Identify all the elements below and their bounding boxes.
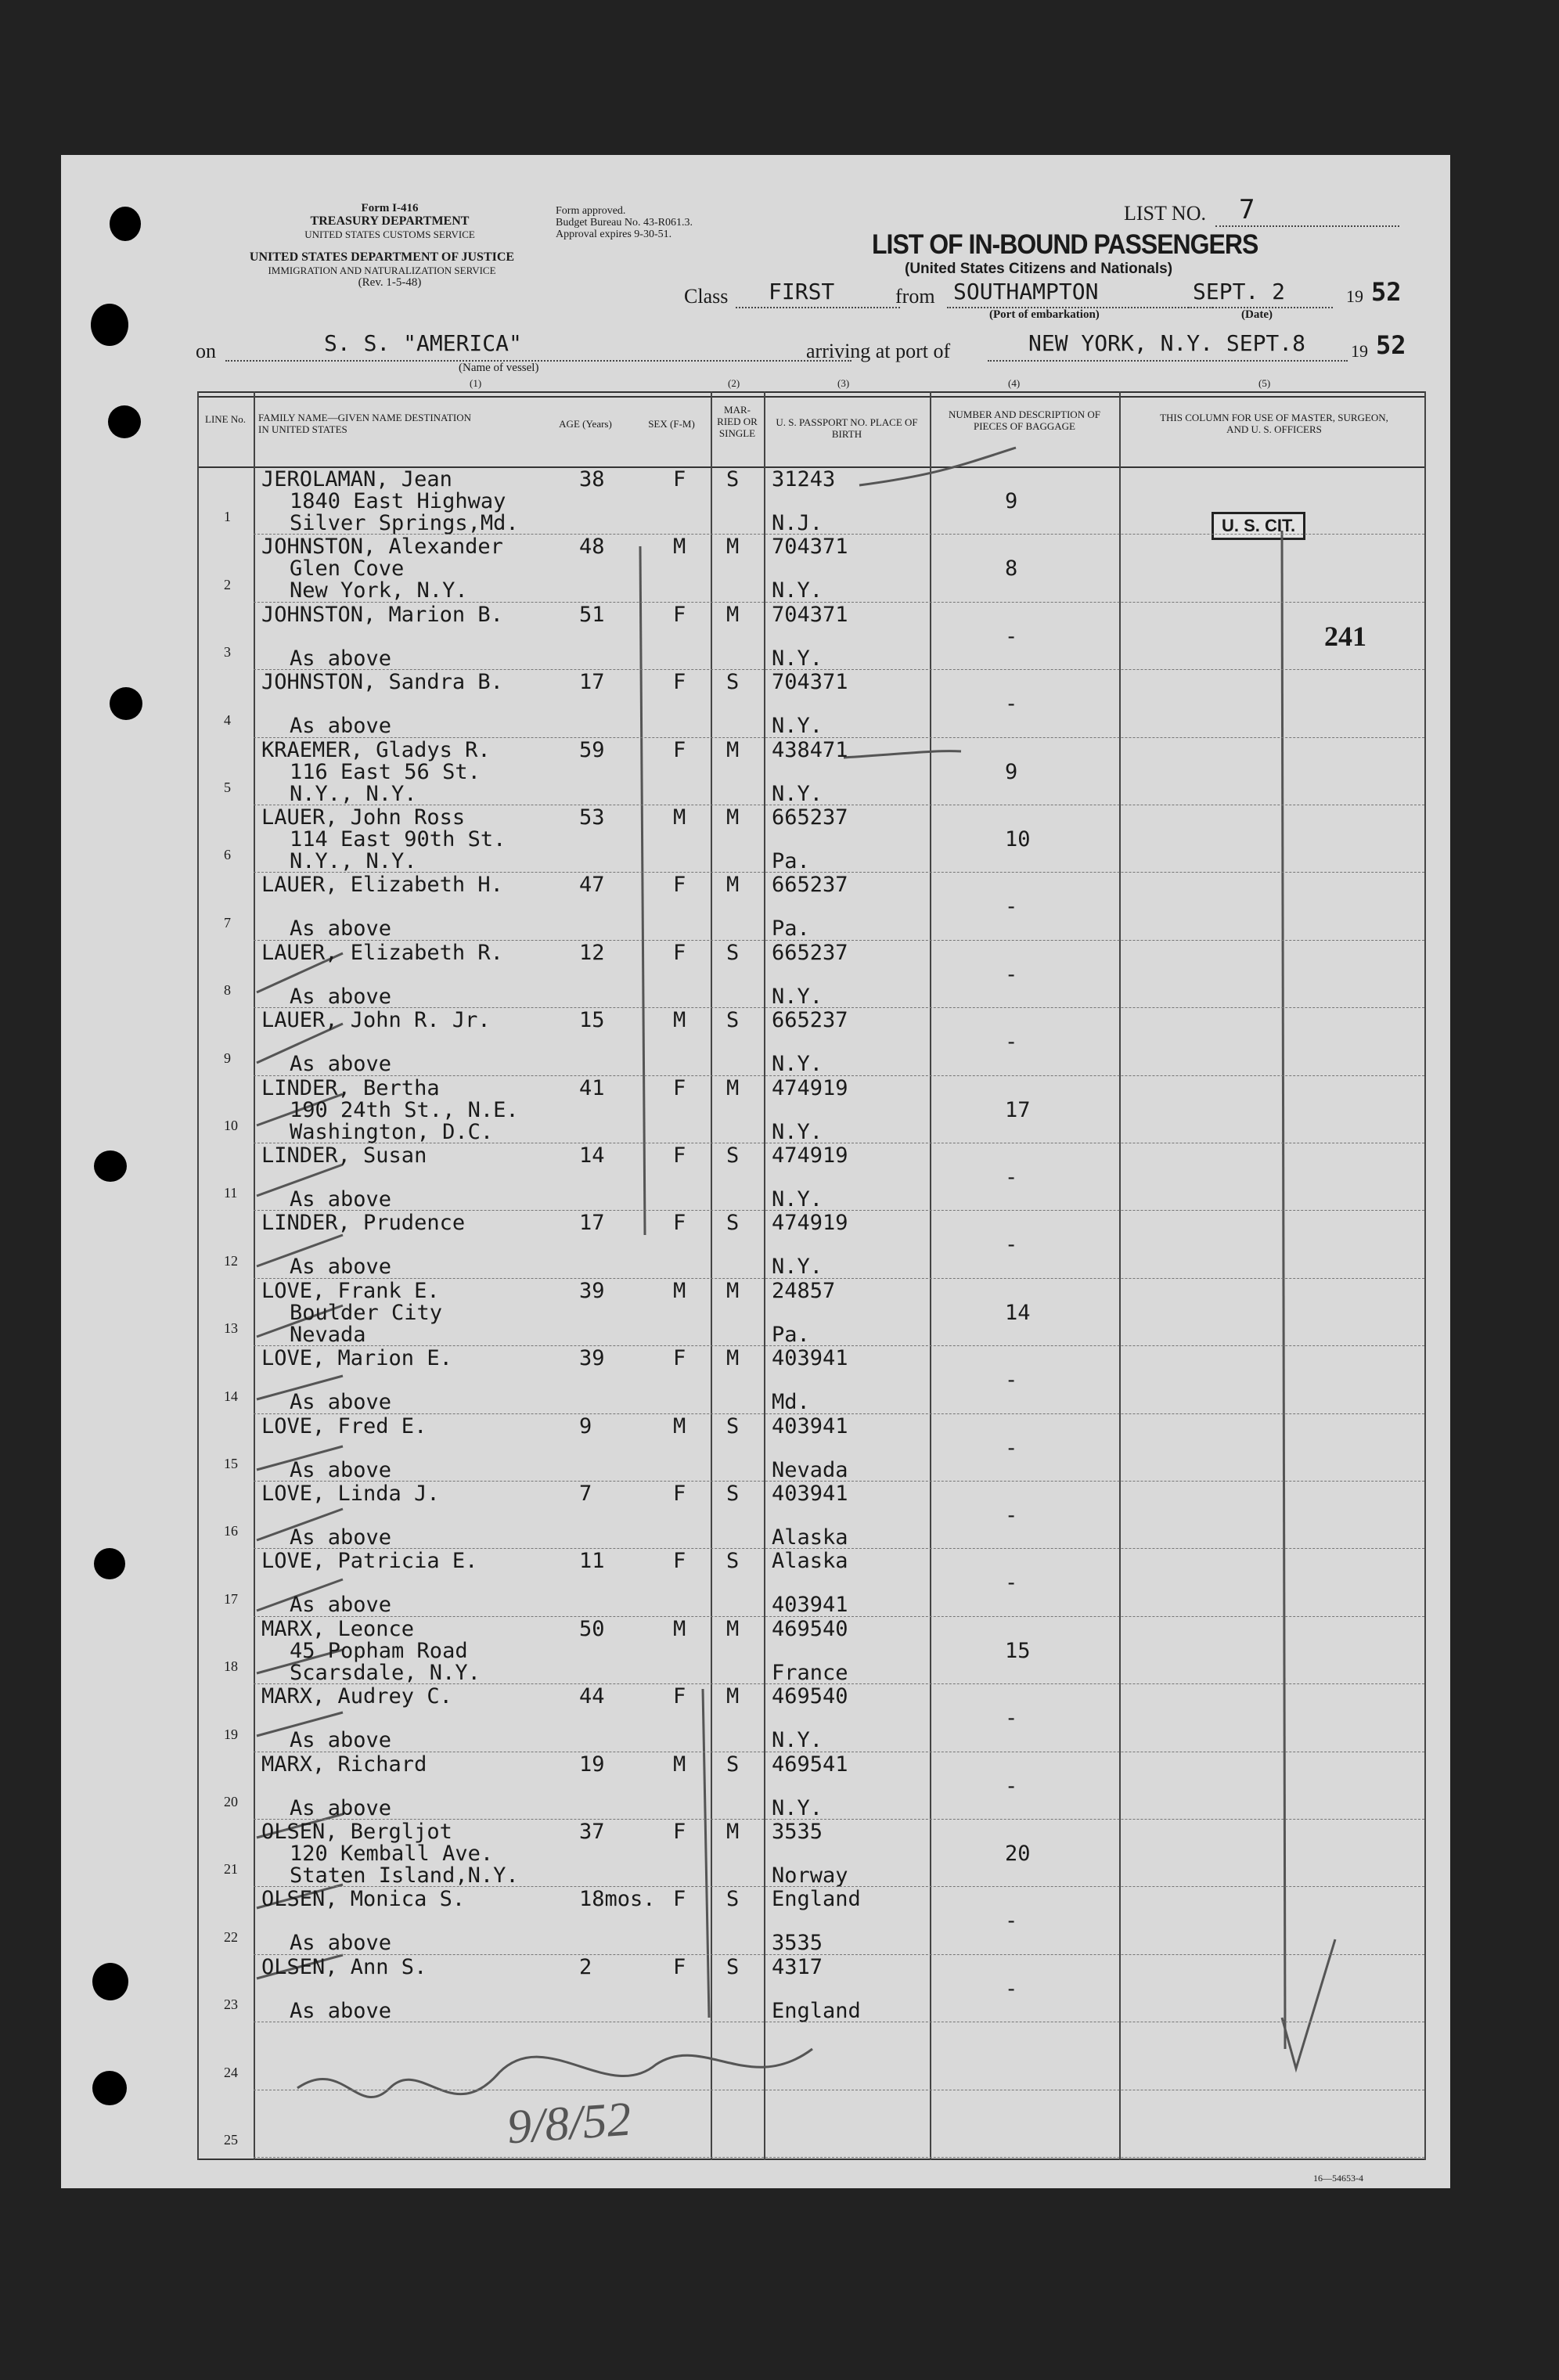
place-of-birth: N.Y.	[772, 646, 823, 671]
line-number: 15	[224, 1456, 238, 1471]
arrival-underline	[988, 360, 1348, 362]
marital-status: S	[726, 940, 740, 965]
passenger-name: LINDER, Susan	[261, 1143, 427, 1168]
sex: F	[673, 1482, 686, 1506]
age: 9	[579, 1413, 592, 1438]
place-of-birth: 403941	[772, 1593, 848, 1618]
destination-line1: 120 Kemball Ave.	[290, 1842, 494, 1866]
destination-line2: N.Y., N.Y.	[290, 849, 417, 873]
line-number: 14	[224, 1388, 238, 1404]
passport-number: 438471	[772, 737, 848, 762]
sex: F	[673, 940, 686, 965]
header-baggage: NUMBER AND DESCRIPTION OF PIECES OF BAGGAGE	[949, 409, 1100, 432]
form-number: Form I-416	[361, 202, 419, 214]
passport-number: 474919	[772, 1075, 848, 1100]
passport-number: 704371	[772, 670, 848, 695]
sex: M	[673, 1616, 686, 1641]
destination-line1: Glen Cove	[290, 556, 405, 581]
baggage-count: -	[1005, 895, 1018, 920]
destination-line1: 114 East 90th St.	[290, 827, 506, 852]
line-number: 6	[224, 847, 231, 863]
passport-number: 4317	[772, 1954, 823, 1979]
marital-status: M	[726, 1820, 740, 1844]
from-value: SOUTHAMPTON	[953, 279, 1099, 304]
row-divider	[254, 2090, 1424, 2091]
sex: F	[673, 737, 686, 762]
line-number: 23	[224, 1997, 238, 2013]
on-label: on	[196, 340, 216, 362]
vessel-caption: (Name of vessel)	[459, 362, 539, 374]
marital-status: S	[726, 1887, 740, 1912]
list-subtitle: (United States Citizens and Nationals)	[905, 261, 1173, 277]
ins-service: IMMIGRATION AND NATURALIZATION SERVICE	[268, 265, 496, 276]
marital-status: S	[726, 670, 740, 695]
baggage-count: -	[1005, 692, 1018, 717]
from-label: from	[895, 285, 935, 308]
passenger-name: LOVE, Frank E.	[261, 1278, 440, 1303]
col-divider	[764, 391, 765, 2160]
baggage-count: -	[1005, 1976, 1018, 2001]
passport-number: 3535	[772, 1820, 823, 1844]
header-passport: U. S. PASSPORT NO. PLACE OF BIRTH	[776, 416, 918, 440]
col-divider	[930, 391, 931, 2160]
baggage-count: -	[1005, 1435, 1018, 1460]
marital-status: M	[726, 1278, 740, 1303]
punch-hole	[92, 1963, 128, 2000]
year-prefix: 19	[1346, 286, 1363, 306]
destination-line2: As above	[290, 1390, 392, 1415]
arriving-label: arriving at port of	[806, 340, 951, 362]
sex: F	[673, 1075, 686, 1100]
passenger-name: LINDER, Bertha	[261, 1075, 440, 1100]
baggage-count: 20	[1005, 1842, 1031, 1866]
age: 19	[579, 1752, 605, 1777]
line-number: 19	[224, 1726, 238, 1742]
passenger-name: LAUER, John R. Jr.	[261, 1008, 491, 1033]
marital-status: M	[726, 535, 740, 560]
line-number: 9	[224, 1050, 231, 1066]
col-divider	[764, 391, 765, 466]
place-of-birth: France	[772, 1660, 848, 1685]
line-number: 5	[224, 780, 231, 795]
place-of-birth: N.Y.	[772, 1119, 823, 1144]
passenger-name: JOHNSTON, Marion B.	[261, 602, 503, 627]
place-of-birth: N.Y.	[772, 578, 823, 603]
age: 51	[579, 602, 605, 627]
footer-code: 16—54653-4	[1313, 2173, 1363, 2184]
approval-line2: Budget Bureau No. 43-R061.3.	[556, 217, 693, 229]
passenger-name: JOHNSTON, Alexander	[261, 535, 503, 560]
officer-number: 241	[1324, 621, 1366, 652]
header-age: AGE (Years)	[559, 418, 612, 430]
line-number: 7	[224, 914, 231, 931]
arrival-year: 52	[1376, 330, 1406, 360]
sex: F	[673, 1954, 686, 1979]
line-number: 11	[224, 1185, 238, 1201]
passenger-name: LINDER, Prudence	[261, 1211, 466, 1236]
customs-service: UNITED STATES CUSTOMS SERVICE	[304, 229, 475, 240]
sex: M	[673, 1278, 686, 1303]
place-of-birth: Pa.	[772, 849, 810, 873]
passenger-name: LAUER, Elizabeth H.	[261, 873, 503, 898]
header-officers: THIS COLUMN FOR USE OF MASTER, SURGEON, AND U. S. OFFICERS	[1160, 412, 1388, 435]
age: 47	[579, 873, 605, 898]
destination-line1: 1840 East Highway	[290, 489, 506, 513]
baggage-count: -	[1005, 1165, 1018, 1190]
punch-hole	[108, 405, 141, 438]
col-divider	[1119, 391, 1121, 2160]
place-of-birth: N.Y.	[772, 1187, 823, 1212]
marital-status: S	[726, 467, 740, 491]
place-of-birth: Md.	[772, 1390, 810, 1415]
marital-status: S	[726, 1008, 740, 1033]
age: 53	[579, 805, 605, 830]
line-number: 4	[224, 711, 231, 728]
passport-number: 469541	[772, 1752, 848, 1777]
destination-line2: As above	[290, 1187, 392, 1212]
baggage-count: -	[1005, 1368, 1018, 1393]
destination-line2: Washington, D.C.	[290, 1119, 494, 1144]
destination-line2: Silver Springs,Md.	[290, 511, 519, 535]
passport-number: 665237	[772, 805, 848, 830]
passport-number: 24857	[772, 1278, 836, 1303]
baggage-count: 15	[1005, 1638, 1031, 1663]
officer-vertical-line	[1282, 531, 1285, 2049]
passport-number: 469540	[772, 1616, 848, 1641]
destination-line2: As above	[290, 1255, 392, 1280]
place-of-birth: Nevada	[772, 1457, 848, 1482]
age: 59	[579, 737, 605, 762]
passport-number: 665237	[772, 873, 848, 898]
line-number: 20	[224, 1794, 238, 1809]
age: 17	[579, 1211, 605, 1236]
handwritten-date: 9/8/52	[505, 2092, 633, 2155]
marital-status: S	[726, 1482, 740, 1506]
age-vertical-stroke	[703, 1689, 709, 2018]
baggage-count: 8	[1005, 556, 1018, 581]
table-bottom-border	[197, 2159, 1426, 2160]
baggage-count: -	[1005, 1233, 1018, 1258]
place-of-birth: N.J.	[772, 511, 823, 535]
row-divider	[254, 1954, 1424, 1956]
us-citizen-stamp: U. S. CIT.	[1212, 512, 1305, 540]
destination-line1: 45 Popham Road	[290, 1638, 468, 1663]
age: 48	[579, 535, 605, 560]
age: 38	[579, 467, 605, 491]
marital-status: M	[726, 1346, 740, 1371]
destination-line2: Nevada	[290, 1322, 366, 1347]
place-of-birth: Pa.	[772, 916, 810, 942]
marital-status: M	[726, 873, 740, 898]
list-no-underline	[1215, 225, 1399, 227]
marital-status: S	[726, 1143, 740, 1168]
passport-number: 474919	[772, 1143, 848, 1168]
passport-stroke	[844, 751, 961, 758]
sex: M	[673, 1008, 686, 1033]
col-divider	[254, 391, 255, 2160]
destination-line2: As above	[290, 646, 392, 671]
destination-line2: As above	[290, 1728, 392, 1753]
sex: F	[673, 1684, 686, 1709]
passport-number: 665237	[772, 940, 848, 965]
destination-line1: Boulder City	[290, 1300, 443, 1325]
table-top-border	[197, 391, 1426, 393]
sex: F	[673, 1143, 686, 1168]
age: 50	[579, 1616, 605, 1641]
col-num-4: (4)	[1008, 377, 1021, 389]
place-of-birth: 3535	[772, 1931, 823, 1956]
list-no-value: 7	[1239, 194, 1255, 225]
destination-line2: As above	[290, 1593, 392, 1618]
passport-number: 31243	[772, 467, 836, 491]
passenger-name: OLSEN, Ann S.	[261, 1954, 427, 1979]
line-number: 16	[224, 1523, 238, 1539]
justice-dept: UNITED STATES DEPARTMENT OF JUSTICE	[249, 250, 515, 264]
class-label: Class	[684, 285, 729, 308]
col-num-2: (2)	[728, 377, 740, 389]
sex: F	[673, 670, 686, 695]
officer-check-mark	[1282, 1939, 1335, 2069]
marital-status: M	[726, 602, 740, 627]
destination-line2: Scarsdale, N.Y.	[290, 1660, 481, 1685]
line-number: 12	[224, 1252, 238, 1269]
marital-status: S	[726, 1211, 740, 1236]
destination-line1: 116 East 56 St.	[290, 759, 481, 784]
passenger-name: MARX, Richard	[261, 1752, 427, 1777]
place-of-birth: N.Y.	[772, 781, 823, 806]
sex: F	[673, 1211, 686, 1236]
baggage-count: -	[1005, 1773, 1018, 1799]
baggage-count: -	[1005, 624, 1018, 649]
age: 39	[579, 1346, 605, 1371]
line-number: 3	[224, 644, 231, 661]
col-num-3: (3)	[837, 377, 850, 389]
col-divider	[197, 391, 199, 2160]
punch-hole	[110, 207, 141, 241]
baggage-count: -	[1005, 1030, 1018, 1055]
sex: F	[673, 467, 686, 491]
sex: F	[673, 1549, 686, 1574]
baggage-count: 9	[1005, 489, 1018, 513]
col-divider	[711, 391, 712, 2160]
passport-number: 704371	[772, 535, 848, 560]
baggage-count: 9	[1005, 759, 1018, 784]
punch-hole	[94, 1548, 125, 1579]
header-sex: SEX (F-M)	[648, 418, 695, 430]
class-value: FIRST	[769, 279, 835, 304]
manifest-page	[61, 155, 1450, 2188]
line-number: 10	[224, 1118, 238, 1133]
table-top-border	[197, 396, 1426, 398]
punch-hole	[91, 304, 128, 346]
line-number: 22	[224, 1928, 238, 1945]
sex: M	[673, 1413, 686, 1438]
place-of-birth: N.Y.	[772, 714, 823, 739]
port-caption: (Port of embarkation)	[989, 308, 1100, 321]
sex: F	[673, 1820, 686, 1844]
year-value: 52	[1371, 277, 1402, 307]
passenger-name: KRAEMER, Gladys R.	[261, 737, 491, 762]
place-of-birth: N.Y.	[772, 1255, 823, 1280]
destination-line2: As above	[290, 1525, 392, 1550]
col-num-5: (5)	[1258, 377, 1271, 389]
treasury-dept: TREASURY DEPARTMENT	[310, 214, 470, 228]
age: 37	[579, 1820, 605, 1844]
col-num-1: (1)	[470, 377, 482, 389]
header-name: FAMILY NAME—GIVEN NAME DESTINATION IN UNITED STATES	[258, 412, 472, 435]
place-of-birth: Norway	[772, 1863, 848, 1888]
baggage-count: -	[1005, 1503, 1018, 1528]
age: 41	[579, 1075, 605, 1100]
line-number: 8	[224, 982, 231, 999]
row-divider	[254, 2157, 1424, 2159]
passport-number: 665237	[772, 1008, 848, 1033]
place-of-birth: Pa.	[772, 1322, 810, 1347]
age: 7	[579, 1482, 592, 1506]
sex: F	[673, 602, 686, 627]
passenger-name: JOHNSTON, Sandra B.	[261, 670, 503, 695]
baggage-count: 17	[1005, 1097, 1031, 1122]
age: 18mos.	[579, 1887, 656, 1912]
sex: M	[673, 1752, 686, 1777]
place-of-birth: England	[772, 1998, 861, 2023]
destination-line2: Staten Island,N.Y.	[290, 1863, 519, 1888]
passenger-name: MARX, Leonce	[261, 1616, 415, 1641]
place-of-birth: N.Y.	[772, 1795, 823, 1820]
passenger-name: LOVE, Linda J.	[261, 1482, 440, 1506]
place-of-birth: N.Y.	[772, 984, 823, 1009]
marital-status: S	[726, 1954, 740, 1979]
line-number: 13	[224, 1320, 238, 1337]
age: 2	[579, 1954, 592, 1979]
destination-line2: As above	[290, 1457, 392, 1482]
sex: M	[673, 535, 686, 560]
marital-status: S	[726, 1752, 740, 1777]
passenger-name: LOVE, Fred E.	[261, 1413, 427, 1438]
punch-hole	[92, 2071, 127, 2105]
destination-line2: New York, N.Y.	[290, 578, 468, 603]
header-married: MAR- RIED OR SINGLE	[717, 404, 758, 439]
destination-line2: As above	[290, 1931, 392, 1956]
departure-date: SEPT. 2	[1193, 279, 1286, 304]
passenger-name: LOVE, Patricia E.	[261, 1549, 478, 1574]
baggage-count: -	[1005, 1571, 1018, 1596]
line-number: 1	[224, 509, 231, 525]
handwritten-marks	[61, 155, 1450, 2188]
age: 39	[579, 1278, 605, 1303]
destination-line2: N.Y., N.Y.	[290, 781, 417, 806]
passport-number: Alaska	[772, 1549, 848, 1574]
line-number: 18	[224, 1658, 238, 1675]
place-of-birth: N.Y.	[772, 1052, 823, 1077]
passenger-name: OLSEN, Bergljot	[261, 1820, 452, 1844]
line-number: 17	[224, 1590, 238, 1607]
arrival-port: NEW YORK, N.Y. SEPT.8	[1028, 330, 1306, 356]
baggage-count: -	[1005, 962, 1018, 987]
age: 14	[579, 1143, 605, 1168]
date-caption: (Date)	[1241, 308, 1273, 321]
passport-number: 474919	[772, 1211, 848, 1236]
passport-number: 704371	[772, 602, 848, 627]
place-of-birth: N.Y.	[772, 1728, 823, 1753]
list-title: LIST OF IN-BOUND PASSENGERS	[872, 229, 1258, 260]
age: 15	[579, 1008, 605, 1033]
marital-status: M	[726, 1684, 740, 1709]
baggage-count: 14	[1005, 1300, 1031, 1325]
sex: F	[673, 1887, 686, 1912]
passenger-name: MARX, Audrey C.	[261, 1684, 452, 1709]
destination-line1: 190 24th St., N.E.	[290, 1097, 519, 1122]
line-number: 24	[224, 2064, 238, 2080]
marital-status: S	[726, 1413, 740, 1438]
destination-line2: As above	[290, 1052, 392, 1077]
destination-line2: As above	[290, 1795, 392, 1820]
marital-status: M	[726, 1075, 740, 1100]
header-line-no: LINE No.	[205, 413, 246, 425]
line-number: 25	[224, 2132, 238, 2148]
passenger-name: LAUER, Elizabeth R.	[261, 940, 503, 965]
approval-line3: Approval expires 9-30-51.	[556, 229, 672, 240]
marital-status: S	[726, 1549, 740, 1574]
age-vertical-stroke	[640, 546, 645, 1235]
destination-line2: As above	[290, 1998, 392, 2023]
passport-number: 403941	[772, 1413, 848, 1438]
sex: F	[673, 873, 686, 898]
list-no-label: LIST NO.	[1124, 202, 1206, 225]
passport-number: 403941	[772, 1482, 848, 1506]
punch-hole	[94, 1150, 127, 1182]
age: 44	[579, 1684, 605, 1709]
baggage-count: -	[1005, 1706, 1018, 1731]
destination-line2: As above	[290, 984, 392, 1009]
place-of-birth: Alaska	[772, 1525, 848, 1550]
marital-status: M	[726, 805, 740, 830]
line-number: 2	[224, 576, 231, 592]
passenger-name: OLSEN, Monica S.	[261, 1887, 466, 1912]
age: 17	[579, 670, 605, 695]
line-number: 21	[224, 1861, 238, 1878]
passenger-name: LOVE, Marion E.	[261, 1346, 452, 1371]
passport-number: 403941	[772, 1346, 848, 1371]
marital-status: M	[726, 1616, 740, 1641]
baggage-count: 10	[1005, 827, 1031, 852]
destination-line2: As above	[290, 714, 392, 739]
age: 12	[579, 940, 605, 965]
passport-number: 469540	[772, 1684, 848, 1709]
revision: (Rev. 1-5-48)	[358, 276, 422, 289]
class-underline	[736, 307, 900, 308]
punch-hole	[110, 687, 142, 720]
passenger-name: JEROLAMAN, Jean	[261, 467, 452, 491]
baggage-count: -	[1005, 1909, 1018, 1934]
arrival-year-prefix: 19	[1351, 341, 1368, 361]
passport-number: England	[772, 1887, 861, 1912]
age: 11	[579, 1549, 605, 1574]
sex: M	[673, 805, 686, 830]
vessel-name: S. S. "AMERICA"	[324, 330, 522, 356]
destination-line2: As above	[290, 916, 392, 942]
col-divider	[1424, 391, 1426, 2160]
sex: F	[673, 1346, 686, 1371]
passenger-name: LAUER, John Ross	[261, 805, 466, 830]
marital-status: M	[726, 737, 740, 762]
approval-line1: Form approved.	[556, 205, 626, 217]
